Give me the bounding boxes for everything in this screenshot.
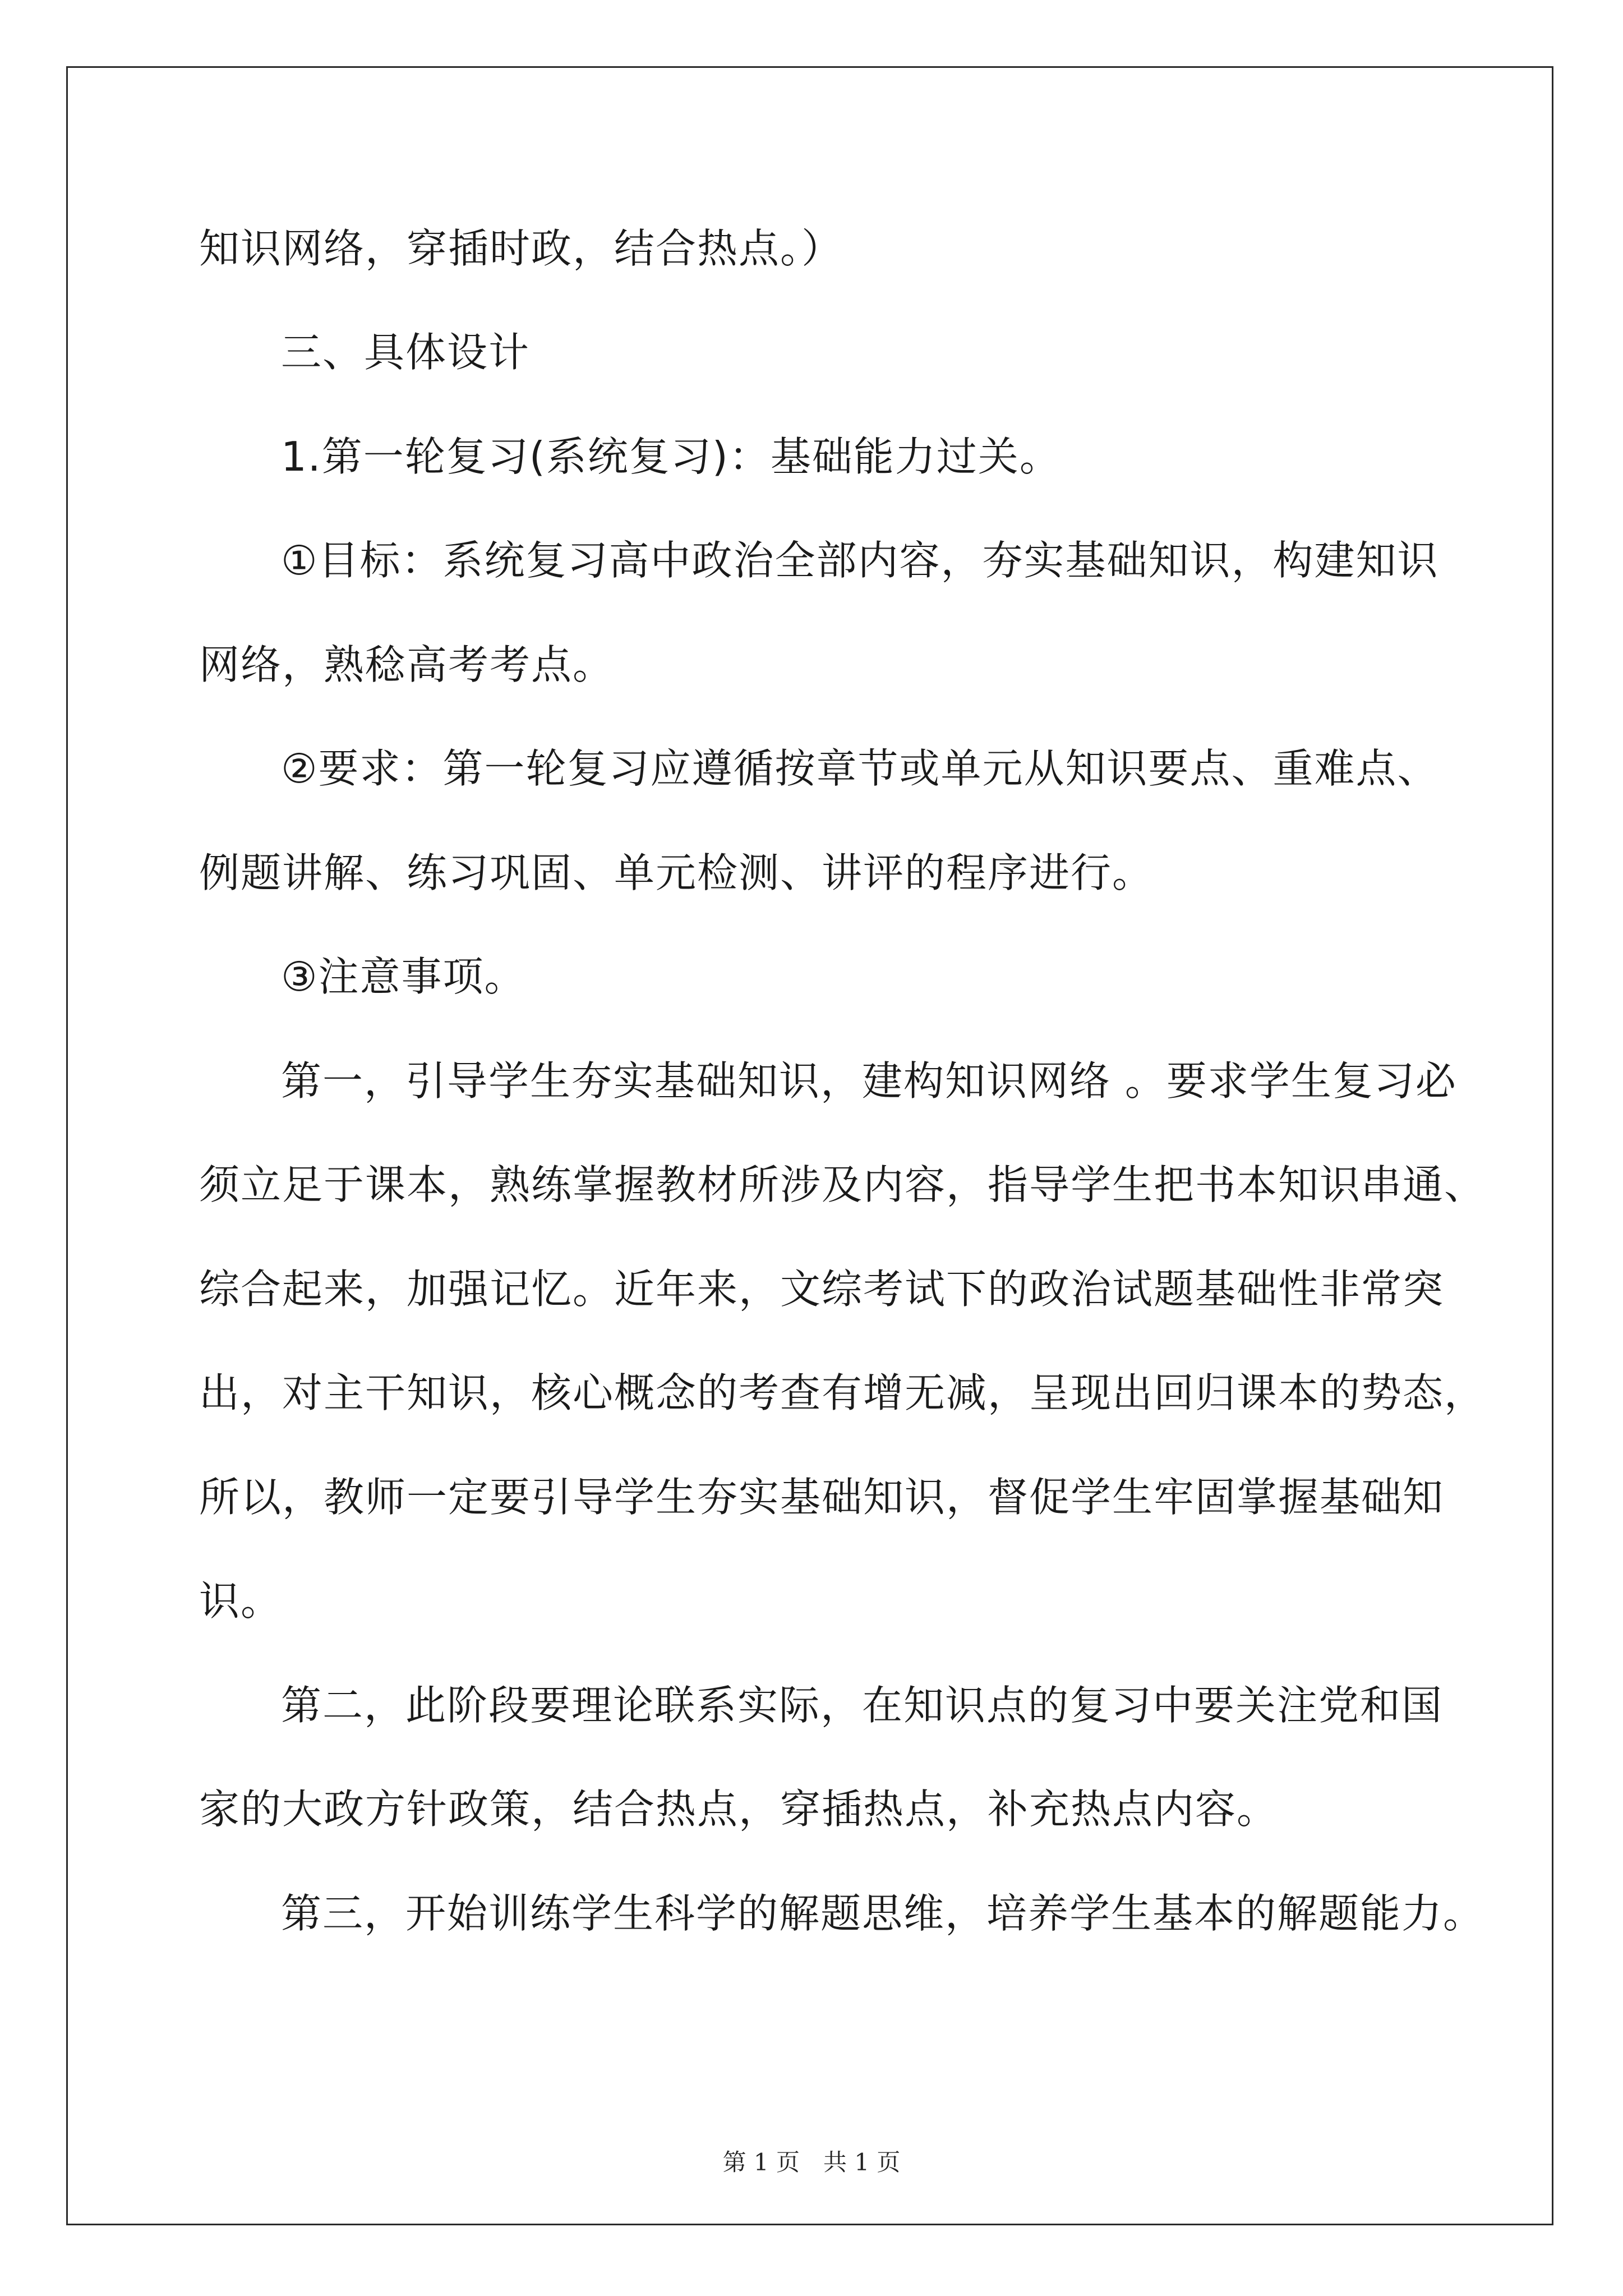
text-line: ①目标：系统复习高中政治全部内容，夯实基础知识，构建知识 xyxy=(281,537,1439,584)
text-line: ③注意事项。 xyxy=(281,953,526,1000)
text-line: 例题讲解、练习巩固、单元检测、讲评的程序进行。 xyxy=(199,849,1154,896)
text-line: 识。 xyxy=(199,1577,283,1625)
text-line: 家的大政方针政策，结合热点，穿插热点，补充热点内容。 xyxy=(199,1786,1279,1833)
text-line: 所以，教师一定要引导学生夯实基础知识，督促学生牢固掌握基础知 xyxy=(199,1474,1445,1521)
text-line: 第一，引导学生夯实基础知识，建构知识网络 。要求学生复习必 xyxy=(281,1057,1457,1105)
text-line: ②要求：第一轮复习应遵循按章节或单元从知识要点、重难点、 xyxy=(281,745,1439,792)
text-line: 第三，开始训练学生科学的解题思维，培养学生基本的解题能力。 xyxy=(281,1890,1485,1937)
text-line: 第二，此阶段要理论联系实际，在知识点的复习中要关注党和国 xyxy=(281,1682,1444,1729)
section-heading: 三、具体设计 xyxy=(281,329,531,376)
text-line: 出，对主干知识，核心概念的考查有增无减，呈现出回归课本的势态， xyxy=(199,1369,1486,1416)
subsection-heading: 1.第一轮复习(系统复习)：基础能力过关。 xyxy=(281,433,1061,480)
text-line: 知识网络，穿插时政，结合热点。） xyxy=(199,225,843,272)
page-footer: 第 1 页 共 1 页 xyxy=(722,2148,901,2176)
text-line: 须立足于课本，熟练掌握教材所涉及内容，指导学生把书本知识串通、 xyxy=(199,1161,1486,1208)
text-line: 综合起来，加强记忆。近年来，文综考试下的政治试题基础性非常突 xyxy=(199,1266,1445,1313)
text-line: 网络，熟稔高考考点。 xyxy=(199,641,615,688)
